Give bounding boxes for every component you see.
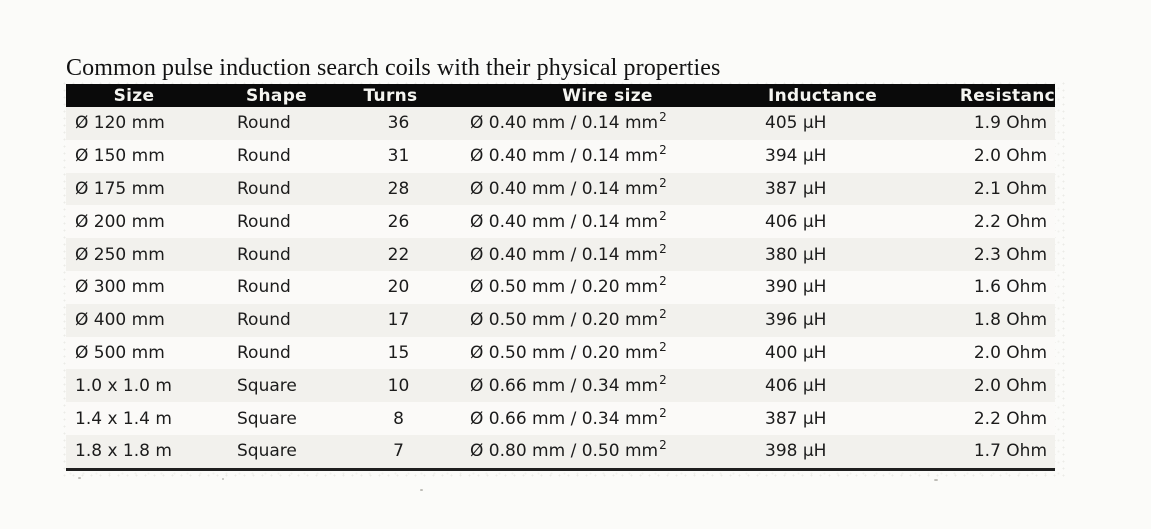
wire-size-exponent: 2 (659, 274, 667, 289)
cell-wire-size (445, 307, 745, 331)
cell-shape: Round (237, 146, 291, 167)
cell-resistance: 2.2 Ohm (973, 408, 1047, 429)
cell-resistance: 1.9 Ohm (973, 113, 1047, 134)
cell-turns: 26 (387, 211, 410, 232)
cell-resistance: 2.0 Ohm (973, 146, 1047, 167)
cell-size: Ø 120 mm (75, 113, 165, 134)
cell-inductance: 380 µH (765, 244, 827, 265)
cell-inductance: 387 µH (765, 178, 827, 199)
wire-size-value: Ø 0.80 mm / 0.50 mm (470, 441, 659, 462)
cell-inductance: 390 µH (765, 277, 827, 298)
cell-shape: Round (237, 244, 291, 265)
table-row (66, 140, 1055, 173)
cell-inductance: 406 µH (765, 211, 827, 232)
cell-size: 1.0 x 1.0 m (75, 375, 172, 396)
cell-resistance: 2.0 Ohm (973, 375, 1047, 396)
cell-wire-size (445, 274, 745, 298)
page-title: Common pulse induction search coils with their physical properties (66, 55, 721, 81)
cell-turns: 15 (387, 342, 410, 363)
cell-turns: 17 (387, 310, 410, 331)
column-header-resistance: Resistanc (959, 85, 1055, 106)
table-row (66, 337, 1055, 370)
table-row (66, 304, 1055, 337)
cell-wire-size (445, 143, 745, 167)
cell-size: Ø 175 mm (75, 178, 165, 199)
cell-turns: 22 (387, 244, 410, 265)
cell-inductance: 394 µH (765, 146, 827, 167)
wire-size-value: Ø 0.40 mm / 0.14 mm (470, 113, 659, 134)
cell-size: Ø 400 mm (75, 310, 165, 331)
cell-wire-size (445, 372, 745, 396)
cell-size: Ø 250 mm (75, 244, 165, 265)
cell-shape: Round (237, 277, 291, 298)
cell-turns: 10 (387, 375, 410, 396)
cell-resistance: 1.8 Ohm (973, 310, 1047, 331)
wire-size-value: Ø 0.50 mm / 0.20 mm (470, 342, 659, 363)
cell-wire-size (445, 438, 745, 462)
cell-shape: Square (237, 408, 297, 429)
cell-wire-size (445, 241, 745, 265)
table-row (66, 173, 1055, 206)
table-row (66, 107, 1055, 140)
cell-size: Ø 300 mm (75, 277, 165, 298)
cell-resistance: 2.2 Ohm (973, 211, 1047, 232)
table-row (66, 435, 1055, 468)
cell-resistance: 2.1 Ohm (973, 178, 1047, 199)
cell-size: Ø 200 mm (75, 211, 165, 232)
wire-size-exponent: 2 (659, 241, 667, 256)
wire-size-value: Ø 0.50 mm / 0.20 mm (470, 277, 659, 298)
column-header-turns: Turns (363, 85, 418, 106)
scan-speck (934, 479, 938, 481)
cell-wire-size (445, 175, 745, 199)
column-header-size: Size (113, 85, 155, 106)
cell-turns: 31 (387, 146, 410, 167)
cell-shape: Round (237, 310, 291, 331)
cell-resistance: 2.3 Ohm (973, 244, 1047, 265)
table-row (66, 402, 1055, 435)
cell-turns: 7 (393, 441, 404, 462)
column-header-wire-size: Wire size (562, 85, 653, 106)
wire-size-value: Ø 0.40 mm / 0.14 mm (470, 146, 659, 167)
table-row (66, 369, 1055, 402)
scan-speck (222, 478, 224, 480)
wire-size-exponent: 2 (659, 372, 667, 387)
cell-wire-size (445, 405, 745, 429)
cell-inductance: 405 µH (765, 113, 827, 134)
column-header-shape: Shape (245, 85, 308, 106)
cell-shape: Round (237, 178, 291, 199)
cell-inductance: 400 µH (765, 342, 827, 363)
cell-size: 1.4 x 1.4 m (75, 408, 172, 429)
scan-speck (78, 477, 81, 479)
cell-turns: 36 (387, 113, 410, 134)
wire-size-exponent: 2 (659, 143, 667, 158)
cell-size: 1.8 x 1.8 m (75, 441, 172, 462)
wire-size-value: Ø 0.40 mm / 0.14 mm (470, 178, 659, 199)
wire-size-value: Ø 0.50 mm / 0.20 mm (470, 310, 659, 331)
cell-wire-size (445, 208, 745, 232)
cell-size: Ø 500 mm (75, 342, 165, 363)
cell-turns: 20 (387, 277, 410, 298)
cell-shape: Square (237, 441, 297, 462)
wire-size-value: Ø 0.40 mm / 0.14 mm (470, 211, 659, 232)
cell-shape: Round (237, 211, 291, 232)
wire-size-exponent: 2 (659, 110, 667, 125)
cell-resistance: 1.6 Ohm (973, 277, 1047, 298)
wire-size-exponent: 2 (659, 339, 667, 354)
scan-speck (420, 489, 423, 491)
cell-turns: 28 (387, 178, 410, 199)
column-header-inductance: Inductance (767, 85, 878, 106)
wire-size-value: Ø 0.40 mm / 0.14 mm (470, 244, 659, 265)
wire-size-exponent: 2 (659, 175, 667, 190)
cell-wire-size (445, 339, 745, 363)
table-row (66, 238, 1055, 271)
coil-properties-table (66, 84, 1055, 471)
table-row (66, 205, 1055, 238)
table-header-row (66, 84, 1055, 107)
cell-inductance: 396 µH (765, 310, 827, 331)
cell-resistance: 1.7 Ohm (973, 441, 1047, 462)
cell-shape: Square (237, 375, 297, 396)
cell-turns: 8 (393, 408, 404, 429)
wire-size-value: Ø 0.66 mm / 0.34 mm (470, 408, 659, 429)
cell-size: Ø 150 mm (75, 146, 165, 167)
cell-inductance: 387 µH (765, 408, 827, 429)
table-row (66, 271, 1055, 304)
cell-shape: Round (237, 342, 291, 363)
table-body (66, 107, 1055, 471)
wire-size-exponent: 2 (659, 438, 667, 453)
cell-wire-size (445, 110, 745, 134)
wire-size-exponent: 2 (659, 405, 667, 420)
wire-size-exponent: 2 (659, 307, 667, 322)
wire-size-value: Ø 0.66 mm / 0.34 mm (470, 375, 659, 396)
wire-size-exponent: 2 (659, 208, 667, 223)
cell-resistance: 2.0 Ohm (973, 342, 1047, 363)
cell-shape: Round (237, 113, 291, 134)
cell-inductance: 406 µH (765, 375, 827, 396)
cell-inductance: 398 µH (765, 441, 827, 462)
